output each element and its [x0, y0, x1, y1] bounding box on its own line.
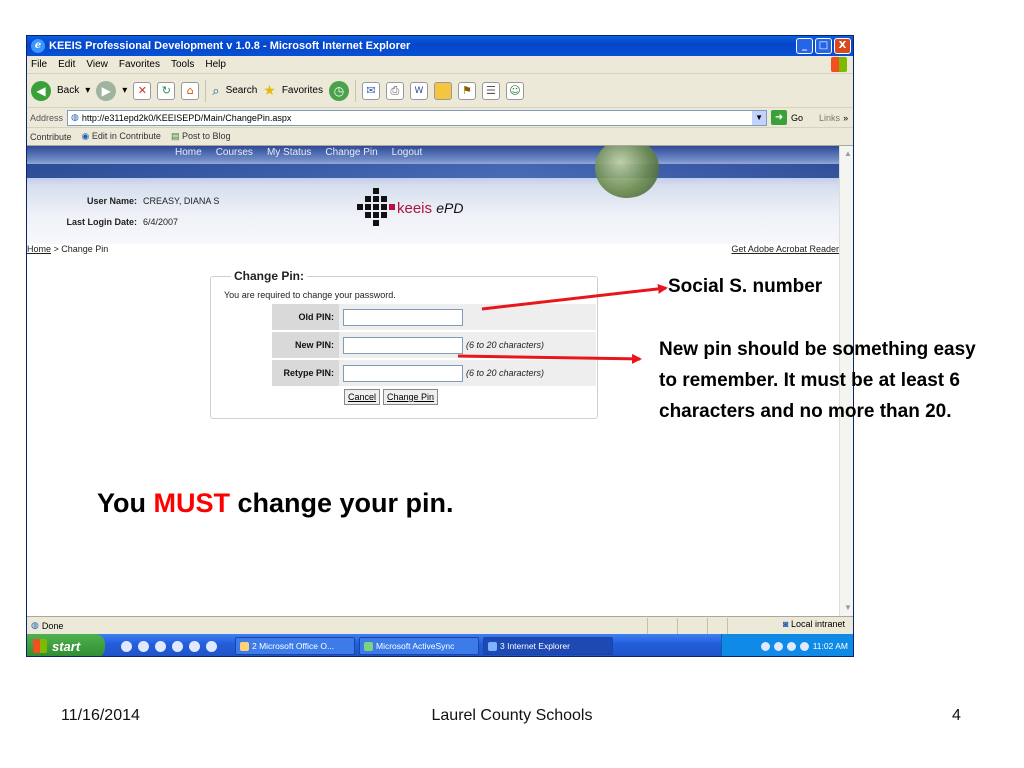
nav-logout[interactable]: Logout	[391, 147, 423, 158]
status-divider	[707, 618, 708, 634]
links-button[interactable]: Links	[819, 112, 841, 123]
breadcrumb-home-link[interactable]: Home	[27, 244, 52, 254]
ie-icon: e	[31, 39, 45, 53]
tray-icon[interactable]	[761, 642, 770, 651]
start-button[interactable]	[27, 634, 105, 657]
acrobat-reader-link[interactable]: Get Adobe Acrobat Reader	[731, 244, 839, 254]
last-login-row	[27, 217, 178, 227]
word-icon[interactable]: W	[410, 82, 428, 100]
logo-suffix: ePD	[436, 199, 464, 216]
mail-icon[interactable]: ✉	[362, 82, 380, 100]
retype-pin-label: Retype PIN:	[272, 360, 339, 386]
discuss-icon[interactable]: ☰	[482, 82, 500, 100]
edit-in-contribute-label: Edit in Contribute	[91, 131, 161, 141]
logo-mark-icon	[357, 188, 395, 228]
slide-number: 4	[952, 707, 961, 724]
tray-icon[interactable]	[800, 642, 809, 651]
retype-pin-cell	[339, 360, 596, 386]
history-icon[interactable]: ◷	[329, 81, 349, 101]
nav-courses[interactable]: Courses	[215, 147, 253, 158]
user-name-label: User Name:	[86, 196, 137, 206]
globe-graphic	[595, 146, 659, 198]
address-label: Address	[30, 112, 64, 123]
forward-dropdown-icon[interactable]: ▾	[122, 85, 128, 96]
window-controls	[796, 38, 851, 54]
back-dropdown-icon[interactable]: ▾	[85, 85, 91, 96]
task-ie-label: 3 Internet Explorer	[500, 641, 570, 651]
quick-launch-icon[interactable]	[206, 641, 217, 652]
site-nav	[175, 147, 422, 158]
task-office-label: 2 Microsoft Office O...	[252, 641, 335, 651]
scroll-down-icon[interactable]: ▼	[844, 603, 852, 612]
post-to-blog-label: Post to Blog	[181, 131, 231, 141]
change-pin-form	[210, 269, 598, 419]
change-pin-button[interactable]: Change Pin	[383, 389, 438, 405]
windows-flag-icon	[33, 639, 47, 653]
form-legend: Change Pin:	[231, 269, 307, 283]
search-icon[interactable]: ⌕	[212, 82, 220, 98]
contribute-icon: ◉	[81, 131, 92, 141]
menu-file[interactable]: File	[31, 59, 48, 70]
status-divider	[727, 618, 728, 634]
address-dropdown-icon[interactable]: ▼	[752, 111, 766, 125]
menu-edit[interactable]: Edit	[58, 59, 76, 70]
maximize-button[interactable]: □	[815, 38, 832, 54]
site-banner	[27, 146, 839, 244]
menu-bar	[27, 56, 853, 74]
links-chevron-icon[interactable]: »	[843, 112, 849, 123]
task-office[interactable]	[235, 637, 355, 655]
address-url: http://e311epd2k0/KEEISEPD/Main/ChangePin.aspx	[81, 112, 292, 123]
logo-wordmark	[397, 200, 463, 217]
intranet-icon: ◙	[783, 619, 791, 629]
annotation-social-security: Social S. number	[668, 276, 823, 297]
back-button-label[interactable]: Back	[57, 85, 80, 96]
refresh-icon[interactable]: ↻	[157, 82, 175, 100]
minimize-button[interactable]: _	[796, 38, 813, 54]
user-name-row	[27, 196, 219, 206]
post-to-blog-button[interactable]	[171, 131, 231, 142]
toolbar-separator	[205, 80, 206, 102]
annotation-new-pin: New pin should be something easy to remember. It must be at least 6 characters and no more than 20.	[659, 339, 976, 422]
old-pin-input[interactable]	[343, 309, 463, 326]
start-label: start	[52, 638, 81, 654]
retype-pin-input[interactable]	[343, 365, 463, 382]
last-login-value: 6/4/2007	[143, 217, 179, 227]
windows-logo-icon	[831, 57, 847, 72]
stop-icon[interactable]: ✕	[133, 82, 151, 100]
edit-in-contribute-button[interactable]	[82, 131, 161, 142]
activesync-icon	[364, 642, 373, 651]
keeis-logo	[357, 188, 463, 228]
blog-icon: ▤	[170, 131, 182, 141]
task-internet-explorer[interactable]	[483, 637, 613, 655]
new-pin-hint: (6 to 20 characters)	[466, 340, 545, 350]
old-pin-label: Old PIN:	[272, 304, 339, 330]
form-buttons	[344, 389, 438, 405]
menu-favorites[interactable]: Favorites	[118, 59, 160, 70]
footer-title: Laurel County Schools	[431, 707, 593, 724]
logo-text: keeis	[397, 199, 433, 217]
quick-launch-icon[interactable]	[138, 641, 149, 652]
taskbar	[27, 634, 853, 657]
folder-icon[interactable]	[434, 82, 452, 100]
tray-icon[interactable]	[774, 642, 783, 651]
page-icon: ◍	[71, 112, 79, 122]
favorites-button-label[interactable]: Favorites	[281, 85, 323, 96]
must-change-pin-callout	[97, 488, 454, 519]
nav-change-pin[interactable]: Change Pin	[325, 147, 378, 158]
favorites-star-icon[interactable]: ★	[263, 82, 276, 98]
new-pin-input[interactable]	[343, 337, 463, 354]
home-icon[interactable]: ⌂	[181, 82, 199, 100]
close-button[interactable]: X	[834, 38, 851, 54]
quick-launch-icon[interactable]	[155, 641, 166, 652]
contribute-label: Contribute	[30, 131, 72, 142]
scroll-up-icon[interactable]: ▲	[844, 149, 852, 158]
print-icon[interactable]: ⎙	[386, 82, 404, 100]
address-bar	[27, 108, 853, 128]
window-title: KEEIS Professional Development v 1.0.8 - Microsoft Internet Explorer	[49, 40, 411, 52]
nav-home[interactable]: Home	[175, 147, 202, 158]
quick-launch-icon[interactable]	[172, 641, 183, 652]
task-activesync-label: Microsoft ActiveSync	[376, 641, 455, 651]
task-activesync[interactable]	[359, 637, 479, 655]
must-prefix: You	[97, 488, 154, 518]
search-button-label[interactable]: Search	[225, 85, 258, 96]
research-icon[interactable]: ⚑	[458, 82, 476, 100]
banner-band	[27, 164, 839, 178]
page-done-icon: ◍	[31, 620, 39, 630]
must-emphasis: MUST	[153, 488, 230, 518]
breadcrumb-current: > Change Pin	[51, 244, 109, 254]
contribute-toolbar	[27, 128, 853, 146]
status-divider	[677, 618, 678, 634]
system-tray	[721, 634, 853, 657]
menu-help[interactable]: Help	[205, 59, 226, 70]
address-input[interactable]	[67, 110, 767, 126]
forward-arrow-icon[interactable]: ▶	[96, 81, 116, 101]
clock: 11:02 AM	[812, 641, 848, 651]
office-icon	[240, 642, 249, 651]
old-pin-cell	[339, 304, 596, 330]
status-bar	[27, 616, 853, 634]
tray-icon[interactable]	[787, 642, 796, 651]
go-arrow-icon[interactable]: ➜	[771, 110, 787, 125]
menu-tools[interactable]: Tools	[170, 59, 195, 70]
breadcrumb	[27, 244, 108, 254]
retype-pin-row	[272, 360, 596, 386]
new-pin-cell	[339, 332, 596, 358]
retype-pin-hint: (6 to 20 characters)	[466, 368, 545, 378]
quick-launch	[121, 641, 217, 652]
must-suffix: change your pin.	[230, 488, 454, 518]
last-login-label: Last Login Date:	[66, 217, 137, 227]
old-pin-row	[272, 304, 596, 330]
quick-launch-icon[interactable]	[121, 641, 132, 652]
form-note: You are required to change your password.	[224, 290, 396, 300]
new-pin-label: New PIN:	[272, 332, 339, 358]
cancel-button[interactable]: Cancel	[344, 389, 380, 405]
standard-toolbar	[27, 74, 853, 108]
new-pin-row	[272, 332, 596, 358]
user-name-value: CREASY, DIANA S	[143, 196, 220, 206]
security-zone-label: Local intranet	[790, 619, 845, 629]
nav-my-status[interactable]: My Status	[266, 147, 312, 158]
footer-date: 11/16/2014	[61, 707, 140, 724]
ie-task-icon	[488, 642, 497, 651]
back-arrow-icon[interactable]: ◀	[31, 81, 51, 101]
status-divider	[647, 618, 648, 634]
toolbar-separator	[355, 80, 356, 102]
status-text: Done	[41, 620, 64, 631]
title-bar[interactable]	[27, 36, 853, 56]
security-zone	[783, 619, 845, 629]
messenger-icon[interactable]: ☺	[506, 82, 524, 100]
quick-launch-icon[interactable]	[189, 641, 200, 652]
menu-view[interactable]: View	[86, 59, 108, 70]
go-button-label[interactable]: Go	[791, 112, 804, 123]
